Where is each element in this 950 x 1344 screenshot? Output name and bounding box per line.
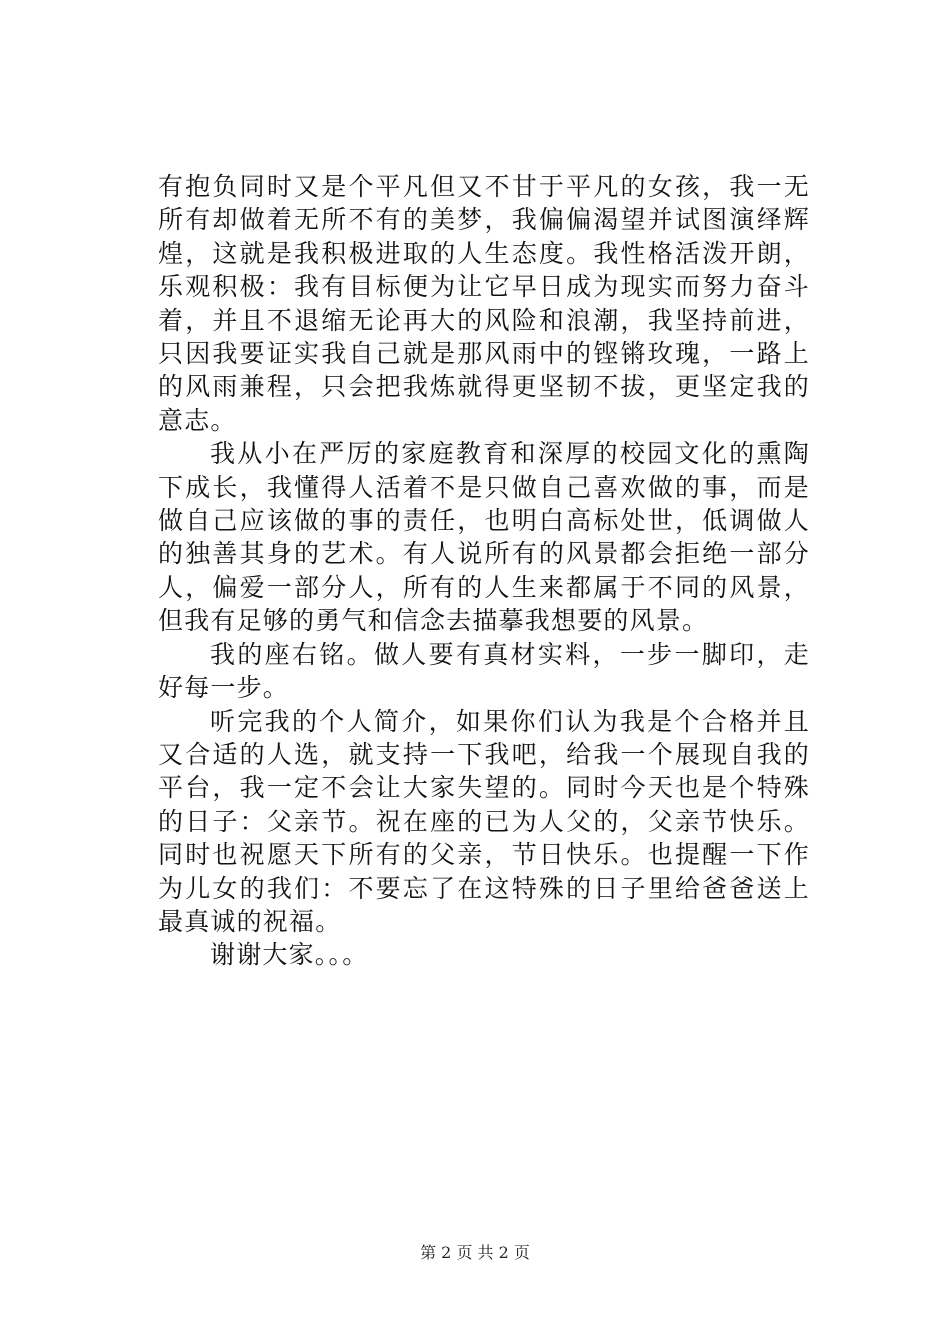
paragraph-upbringing: 我从小在严厉的家庭教育和深厚的校园文化的熏陶下成长，我懂得人活着不是只做自己喜欢做的事，而是做自己应该做的事的责任，也明白高标处世，低调做人的独善其身的艺术。有人说所有的风景都会拒绝一部分人，偏爱一部分人，所有的人生来都属于不同的风景，但我有足够的勇气和信念去描摹我想要的风景。 (158, 439, 810, 636)
page-number-footer: 第 2 页 共 2 页 (420, 1243, 530, 1262)
paragraph-intro: 有抱负同时又是个平凡但又不甘于平凡的女孩，我一无所有却做着无所不有的美梦，我偏偏渴望并试图演绎辉煌，这就是我积极进取的人生态度。我性格活泼开朗，乐观积极：我有目标便为让它早日成为现实而努力奋斗着，并且不退缩无论再大的风险和浪潮，我坚持前进，只因我要证实我自己就是那风雨中的铿锵玫瑰，一路上的风雨兼程，只会把我炼就得更坚韧不拔，更坚定我的意志。 (158, 172, 810, 435)
paragraph-closing: 听完我的个人简介，如果你们认为我是个合格并且又合适的人选，就支持一下我吧，给我一个展现自我的平台，我一定不会让大家失望的。同时今天也是个特殊的日子：父亲节。祝在座的已为人父的，父亲节快乐。同时也祝愿天下所有的父亲，节日快乐。也提醒一下作为儿女的我们：不要忘了在这特殊的日子里给爸爸送上最真诚的祝福。 (158, 706, 810, 936)
paragraph-motto: 我的座右铭。做人要有真材实料，一步一脚印，走好每一步。 (158, 639, 810, 703)
paragraph-thanks: 谢谢大家。。。 (210, 940, 369, 970)
document-body (158, 170, 810, 972)
